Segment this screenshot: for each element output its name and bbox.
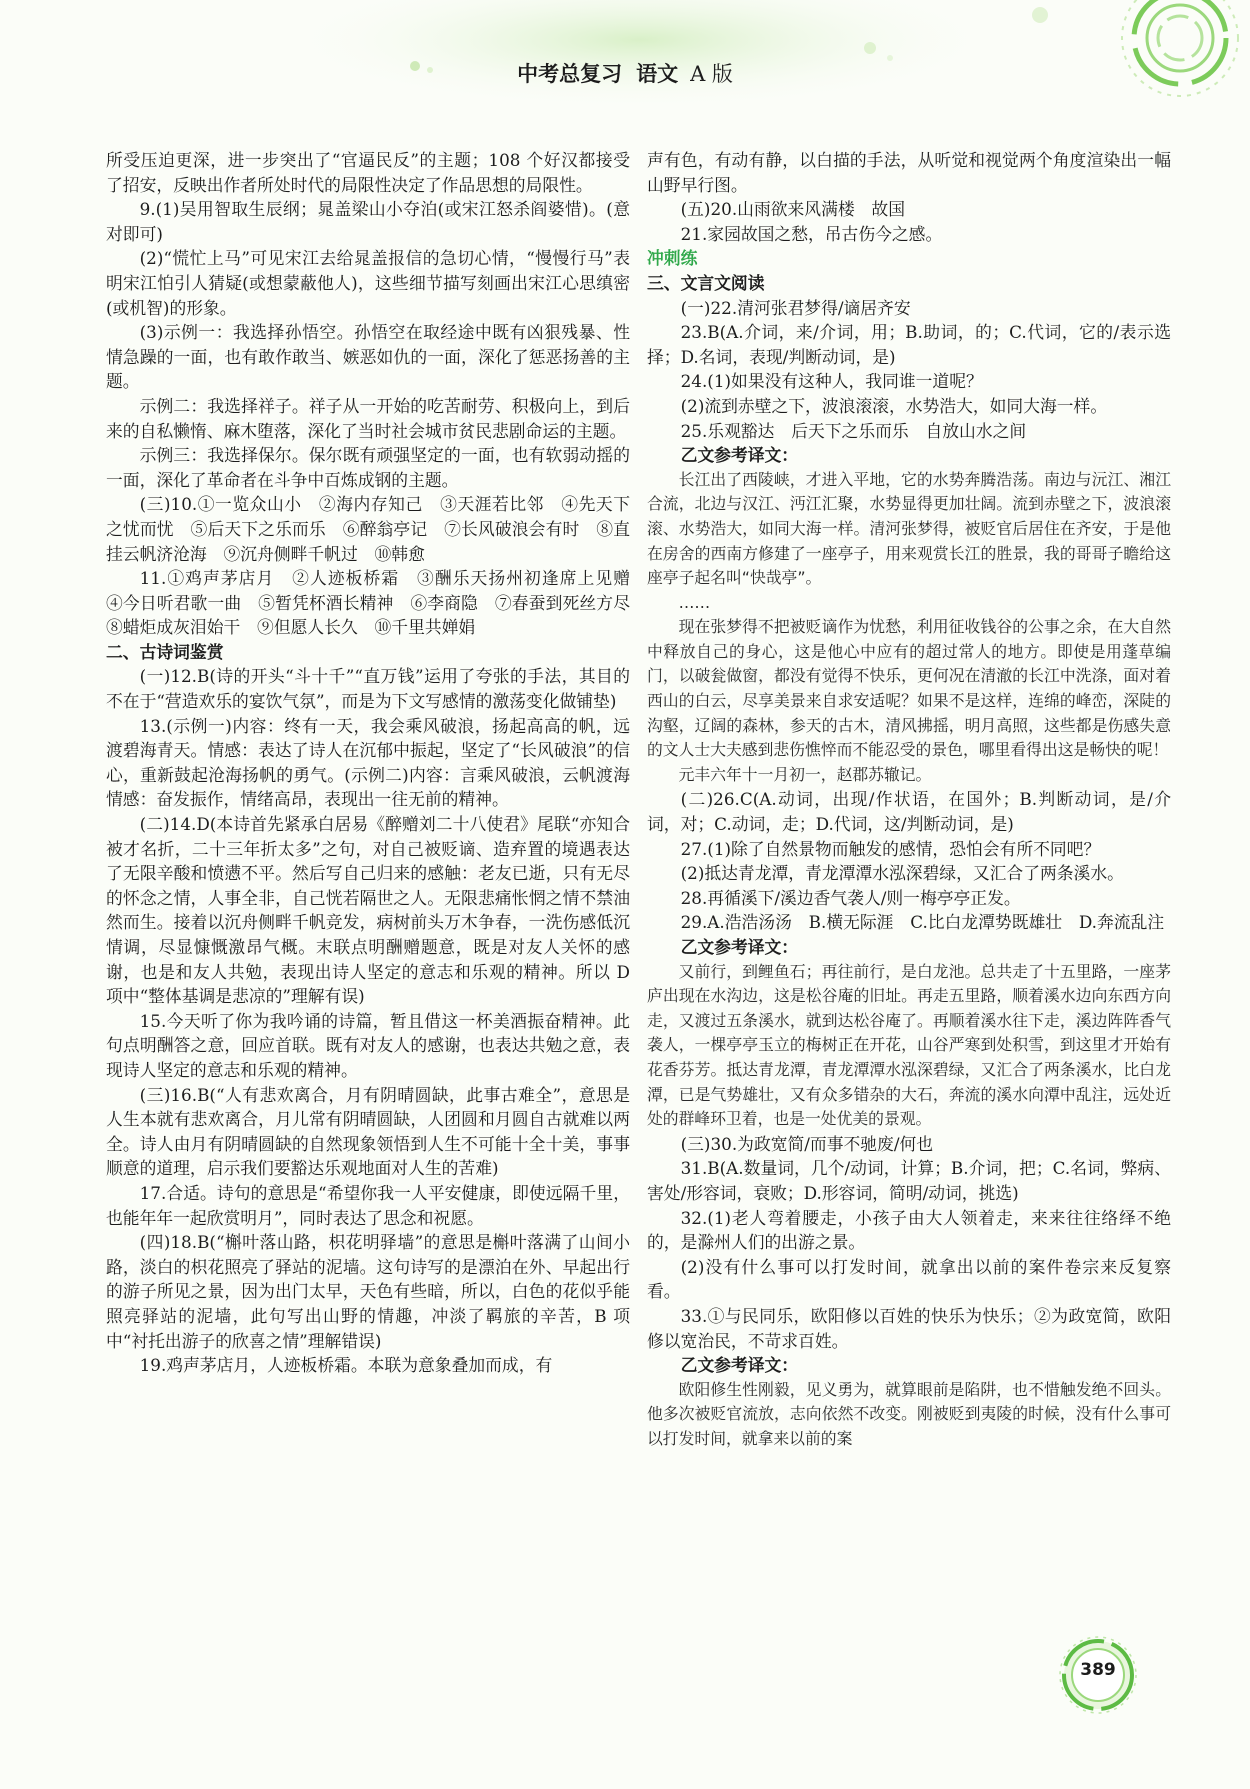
left-para-4: 示例二：我选择祥子。祥子从一开始的吃苦耐劳、积极向上，到后来的自私懒惰、麻木堕落，深化了当时社会城市贫民悲剧命运的主题。 (106, 395, 630, 441)
left-para-1: 9.(1)吴用智取生辰纲；晁盖梁山小夺泊(或宋江怒杀阎婆惜)。(意对即可) (106, 199, 630, 244)
left-para-0: 所受压迫更深，进一步突出了“官逼民反”的主题；108 个好汉都接受了招安，反映出作者所处时代的局限性决定了作品思想的局限性。 (106, 150, 630, 195)
right-para-0: 声有色，有动有静，以白描的手法，从听觉和视觉两个角度渲染出一幅山野早行图。 (647, 150, 1171, 195)
left-para-11: (二)14.D(本诗首先紧承白居易《醉赠刘二十八使君》尾联“亦知合被才名折，二十三年折太多”之句，对自己被贬谪、造弃置的境遇表达了无限辛酸和愤懑不平。然后写自己归来的感触：老友已逝，只有无尽的怀念之情，人事全非，自己恍若隔世之人。无限悲痛怅惘之情不禁油然而生。接着以沉舟侧畔千帆竞发，病树前头万木争春，一洗伤感低沉情调，尽显慷慨激昂气概。末联点明酬赠题意，既是对友人关怀的感谢，也是和友人共勉，表现出诗人坚定的意志和乐观的精神。所以 D 项中“整体基调是悲凉的”理解有误) (106, 814, 630, 1007)
right-para-15: (二)26.C(A.动词，出现/作状语，在国外；B.判断动词，是/介词，对；C.动词，走；D.代词，这/判断动词，是) (647, 789, 1171, 835)
right-column (647, 148, 1171, 1451)
translation-heading-1: 乙文参考译文： (680, 445, 799, 466)
left-para-12: 15.今天听了你为我吟诵的诗篇，暂且借这一杯美酒振奋精神。此句点明酬答之意，回应首联。既有对友人的感谢，也表达共勉之意，表现诗人坚定的意志和乐观的精神。 (106, 1010, 630, 1080)
translation-para-4: 又前行，到鲤鱼石；再往前行，是白龙池。总共走了十五里路，一座茅庐出现在水沟边，这是松谷庵的旧址。再走五里路，顺着溪水边向东西方向走，又渡过五条溪水，就到达松谷庵了。再顺着溪水往下走，溪边阵阵香气袭人，一棵亭亭玉立的梅树正在开花，山谷严寒到处积雪，到这里才开始有花香芬芳。抵达青龙潭，青龙潭潭水泓深碧绿，又汇合了两条溪水，比白龙潭，已是气势雄壮，又有众多错杂的大石，奔流的溪水向潭中乱注，远处近处的群峰环卫着，也是一处优美的景观。 (647, 961, 1171, 1129)
left-para-6: (三)10.①一览众山小 ②海内存知己 ③天涯若比邻 ④先天下之忧而忧 ⑤后天下之乐而乐 ⑥醉翁亭记 ⑦长风破浪会有时 ⑧直挂云帆济沧海 ⑨沉舟侧畔千帆过 ⑩韩愈 (106, 494, 630, 564)
sprint-practice-label: 冲刺练 (647, 248, 698, 269)
header-title-subject: 语文 (636, 61, 679, 86)
header-decoration (0, 0, 1250, 110)
left-para-10: 13.(示例一)内容：终有一天，我会乘风破浪，扬起高高的帆，远渡碧海青天。情感：表达了诗人在沉郁中振起，坚定了“长风破浪”的信心，重新鼓起沧海扬帆的勇气。(示例二)内容：言乘风破浪，云帆渡海情感：奋发振作，情绪高昂，表现出一往无前的精神。 (106, 715, 630, 810)
page-number: 389 (1080, 1660, 1116, 1680)
right-para-19: 29.A.浩浩汤汤 B.横无际涯 C.比白龙潭势既雄壮 D.奔流乱注 (680, 912, 1165, 933)
right-para-2: 21.家园故国之愁，吊古伤今之感。 (680, 223, 943, 244)
right-para-22: (三)30.为政宽简/而事不驰废/何也 (680, 1133, 934, 1154)
left-para-7: 11.①鸡声茅店月 ②人迹板桥霜 ③酬乐天扬州初逢席上见赠 ④今日听君歌一曲 ⑤暂凭杯酒长精神 ⑥李商隐 ⑦春蚕到死丝方尽 ⑧蜡炬成灰泪始干 ⑨但愿人长久 ⑩千里共婵娟 (106, 568, 647, 638)
right-para-24: 32.(1)老人弯着腰走，小孩子由大人领着走，来来往往络绎不绝的，是滁州人们的出游之景。 (647, 1207, 1171, 1253)
right-para-5: (一)22.清河张君梦得/谪居齐安 (680, 297, 911, 318)
left-para-9: (一)12.B(诗的开头“斗十千”“直万钱”运用了夸张的手法，其目的不在于“营造欢乐的宴饮气氛”，而是为下文写感情的激荡变化做铺垫) (106, 666, 630, 712)
translation-para-1: 长江出了西陵峡，才进入平地，它的水势奔腾浩荡。南边与沅江、湘江合流，北边与汉江、沔江汇聚，水势显得更加壮阔。流到赤壁之下，波浪滚滚、水势浩大，如同大海一样。清河张梦得，被贬官后居住在齐安，于是他在房舍的西南方修建了一座亭子，用来观赏长江的胜景，我的哥哥子瞻给这座亭子起名叫“快哉亭”。 (647, 469, 1171, 588)
header-title-main: 中考总复习 (517, 61, 623, 86)
section-heading-poetry: 二、古诗词鉴赏 (106, 641, 224, 662)
right-para-6: 23.B(A.介词，来/介词，用；B.助词，的；C.代词，它的/表示选择；D.名词，表现/判断动词，是) (647, 322, 1171, 367)
left-para-14: 17.合适。诗句的意思是“希望你我一人平安健康，即使远隔千里，也能年年一起欣赏明月”，同时表达了思念和祝愿。 (106, 1182, 630, 1228)
translation-para-2: 现在张梦得不把被贬谪作为忧愁，利用征收钱谷的公事之余，在大自然中释放自己的身心，这是他心中应有的超过常人的地方。即使是用蓬草编门，以破瓮做窗，都没有觉得不快乐，更何况在清澈的长江中洗涤，面对着西山的白云，尽享美景来自求安适呢？如果不是这样，连绵的峰峦，深陡的沟壑，辽阔的森林，参天的古木，清风拂摇，明月高照，这些都是伤感失意的文人士大夫感到悲伤憔悴而不能忍受的景色，哪里看得出这是畅快的呢！ (647, 617, 1171, 760)
right-para-16: 27.(1)除了自然景物而触发的感情，恐怕会有所不同吧？ (680, 838, 1101, 859)
right-para-7: 24.(1)如果没有这种人，我同谁一道呢？ (680, 371, 983, 392)
right-para-18: 28.再循溪下/溪边香气袭人/则一梅亭亭正发。 (680, 887, 1021, 908)
left-para-13: (三)16.B(“人有悲欢离合，月有阴晴圆缺，此事古难全”，意思是人生本就有悲欢离合，月儿常有阴晴圆缺，人团圆和月圆自古就难以两全。诗人由月有阴晴圆缺的自然现象领悟到人生不可能十全十美，事事顺意的道理，启示我们要豁达乐观地面对人生的苦难) (106, 1084, 630, 1179)
right-para-1: (五)20.山雨欲来风满楼 故国 (680, 199, 905, 220)
page-header (0, 58, 1250, 88)
translation-para-5: 欧阳修生性刚毅，见义勇为，就算眼前是陷阱，也不惜触发绝不回头。他多次被贬官流放，志向依然不改变。刚被贬到夷陵的时候，没有什么事可以打发时间，就拿来以前的案 (647, 1379, 1171, 1448)
translation-heading-3: 乙文参考译文： (680, 1355, 799, 1376)
header-title-version: A 版 (690, 62, 733, 86)
left-para-15: (四)18.B(“槲叶落山路，枳花明驿墙”的意思是槲叶落满了山间小路，淡白的枳花照亮了驿站的泥墙。这句诗写的是漂泊在外、早起出行的游子所见之景，因为出门太早，天色有些暗，所以，白色的花似乎能照亮驿站的泥墙，此句写出山野的情趣，冲淡了羁旅的辛苦，B 项中“衬托出游子的欣喜之情”理解错误) (106, 1232, 630, 1351)
right-para-23: 31.B(A.数量词，几个/动词，计算；B.介词，把；C.名词，弊病、害处/形容词，衰败；D.形容词，简明/动词，挑选) (647, 1158, 1171, 1203)
left-para-2: (2)“慌忙上马”可见宋江去给晁盖报信的急切心情，“慢慢行马”表明宋江怕引人猜疑(或想蒙蔽他人)，这些细节描写刻画出宋江心思缜密(或机智)的形象。 (106, 248, 630, 318)
translation-para-3: 元丰六年十一月初一，赵郡苏辙记。 (678, 764, 932, 784)
right-para-17: (2)抵达青龙潭，青龙潭潭水泓深碧绿，又汇合了两条溪水。 (680, 863, 1124, 884)
right-para-9: 25.乐观豁达 后天下之乐而乐 自放山水之间 (680, 420, 1027, 441)
left-para-3: (3)示例一：我选择孙悟空。孙悟空在取经途中既有凶狠残暴、性情急躁的一面，也有敢作敢当、嫉恶如仇的一面，深化了惩恶扬善的主题。 (106, 322, 630, 392)
right-para-25: (2)没有什么事可以打发时间，就拿出以前的案件卷宗来反复察看。 (647, 1256, 1171, 1302)
ellipsis: …… (678, 592, 711, 612)
translation-heading-2: 乙文参考译文： (680, 937, 799, 957)
left-para-5: 示例三：我选择保尔。保尔既有顽强坚定的一面，也有软弱动摇的一面，深化了革命者在斗争中百炼成钢的主题。 (106, 445, 630, 490)
left-para-16: 19.鸡声茅店月，人迹板桥霜。本联为意象叠加而成，有 (139, 1355, 553, 1376)
left-column (106, 148, 647, 1378)
right-para-8: (2)流到赤壁之下，波浪滚滚，水势浩大，如同大海一样。 (680, 395, 1108, 416)
section-heading-classical: 三、文言文阅读 (647, 272, 765, 293)
right-para-26: 33.①与民同乐，欧阳修以百姓的快乐为快乐；②为政宽简，欧阳修以宽治民，不苛求百姓。 (647, 1305, 1171, 1351)
